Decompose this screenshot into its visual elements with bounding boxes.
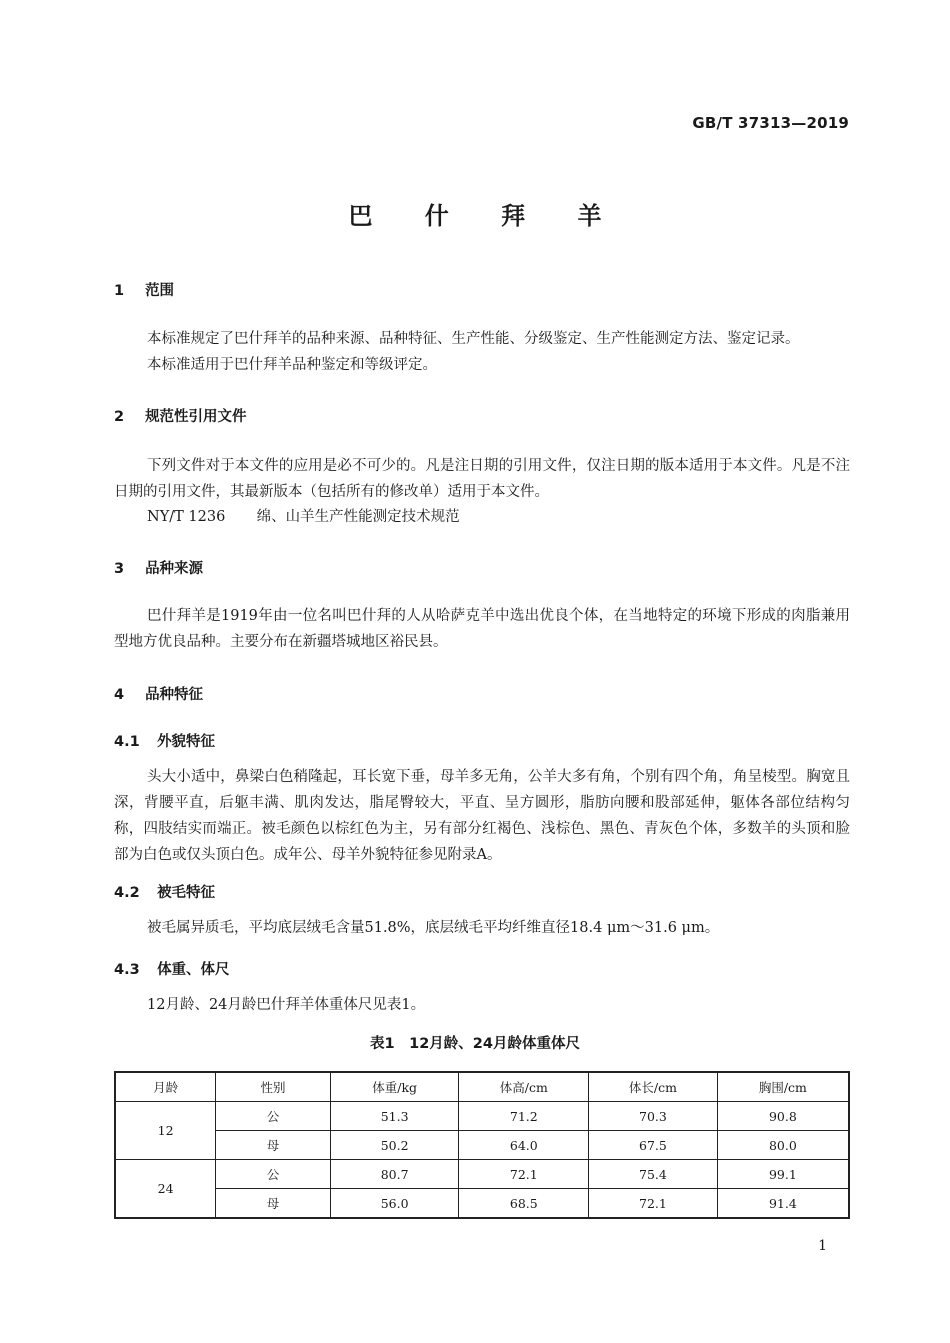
table-cell: 80.0 [717,1131,849,1160]
table-cell: 68.5 [459,1189,589,1219]
table-cell: 72.1 [589,1189,718,1219]
column-header: 体长/cm [589,1072,718,1102]
section-title: 规范性引用文件 [145,409,247,425]
column-header: 胸围/cm [717,1072,849,1102]
section-2-paragraph: 下列文件对于本文件的应用是必不可少的。凡是注日期的引用文件，仅注日期的版本适用于本文件。凡是不注日期的引用文件，其最新版本（包括所有的修改单）适用于本文件。 [114,458,850,500]
table-cell: 70.3 [589,1102,718,1131]
column-header: 体重/kg [330,1072,459,1102]
section-title: 被毛特征 [157,885,216,901]
column-header: 体高/cm [459,1072,589,1102]
section-number: 1 [114,283,125,299]
section-4-3-paragraph: 12月龄、24月龄巴什拜羊体重体尺见表1。 [147,997,426,1013]
table-cell: 母 [216,1189,331,1219]
document-title: 巴 什 拜 羊 [348,202,624,230]
standard-code: GB/T 37313—2019 [692,114,849,132]
table-cell: 公 [216,1102,331,1131]
section-number: 4.2 [114,885,140,901]
section-1-paragraph-2: 本标准适用于巴什拜羊品种鉴定和等级评定。 [147,357,437,373]
section-title: 品种来源 [145,561,204,577]
table-row [115,1189,849,1219]
section-number: 4.3 [114,962,140,978]
section-title: 品种特征 [145,687,204,703]
table-cell-age: 24 [115,1160,216,1219]
reference-title: 绵、山羊生产性能测定技术规范 [256,509,460,525]
table-cell: 56.0 [330,1189,459,1219]
table-caption: 表1 12月龄、24月龄体重体尺 [370,1036,580,1052]
section-number: 3 [114,561,125,577]
section-4-1-heading [114,730,215,751]
normative-reference [147,505,460,526]
table-cell: 91.4 [717,1189,849,1219]
section-4-2-paragraph: 被毛属异质毛，平均底层绒毛含量51.8%，底层绒毛平均纤维直径18.4 μm～31.6 μm。 [147,920,720,936]
table-cell: 99.1 [717,1160,849,1189]
page-number: 1 [818,1238,827,1254]
table-cell: 90.8 [717,1102,849,1131]
table-header-row [115,1072,849,1102]
section-title: 范围 [145,283,175,299]
table-cell: 72.1 [459,1160,589,1189]
section-3-heading [114,557,203,578]
section-4-1-paragraph: 头大小适中，鼻梁白色稍隆起，耳长宽下垂，母羊多无角，公羊大多有角，个别有四个角，角呈棱型。胸宽且深，背腰平直，后躯丰满、肌肉发达，脂尾臀较大，平直、呈方圆形，脂肪向腰和股部延伸，躯体各部位结构匀称，四肢结实而端正。被毛颜色以棕红色为主，另有部分红褐色、浅棕色、黑色、青灰色个体，多数羊的头顶和脸部为白色或仅头顶白色。成年公、母羊外貌特征参见附录A。 [114,769,850,863]
section-number: 4.1 [114,734,140,750]
table-cell: 75.4 [589,1160,718,1189]
section-1-paragraph-1: 本标准规定了巴什拜羊的品种来源、品种特征、生产性能、分级鉴定、生产性能测定方法、鉴定记录。 [147,331,800,347]
table-cell: 母 [216,1131,331,1160]
column-header: 性别 [216,1072,331,1102]
table-cell: 50.2 [330,1131,459,1160]
section-4-2-heading [114,881,215,902]
section-1-heading [114,279,174,300]
table-row [115,1160,849,1189]
section-number: 2 [114,409,125,425]
reference-code: NY/T 1236 [147,509,226,525]
table-cell: 64.0 [459,1131,589,1160]
table-cell: 71.2 [459,1102,589,1131]
section-title: 外貌特征 [157,734,216,750]
table-cell: 80.7 [330,1160,459,1189]
table-row [115,1131,849,1160]
table-row [115,1102,849,1131]
section-4-3-heading [114,958,230,979]
section-4-heading [114,683,203,704]
table-cell-age: 12 [115,1102,216,1160]
section-2-heading [114,405,247,426]
table-cell: 公 [216,1160,331,1189]
table-cell: 51.3 [330,1102,459,1131]
table-cell: 67.5 [589,1131,718,1160]
section-3-paragraph: 巴什拜羊是1919年由一位名叫巴什拜的人从哈萨克羊中选出优良个体，在当地特定的环境下形成的肉脂兼用型地方优良品种。主要分布在新疆塔城地区裕民县。 [114,608,850,650]
column-header: 月龄 [115,1072,216,1102]
section-number: 4 [114,687,125,703]
section-title: 体重、体尺 [157,962,230,978]
data-table [114,1071,850,1219]
